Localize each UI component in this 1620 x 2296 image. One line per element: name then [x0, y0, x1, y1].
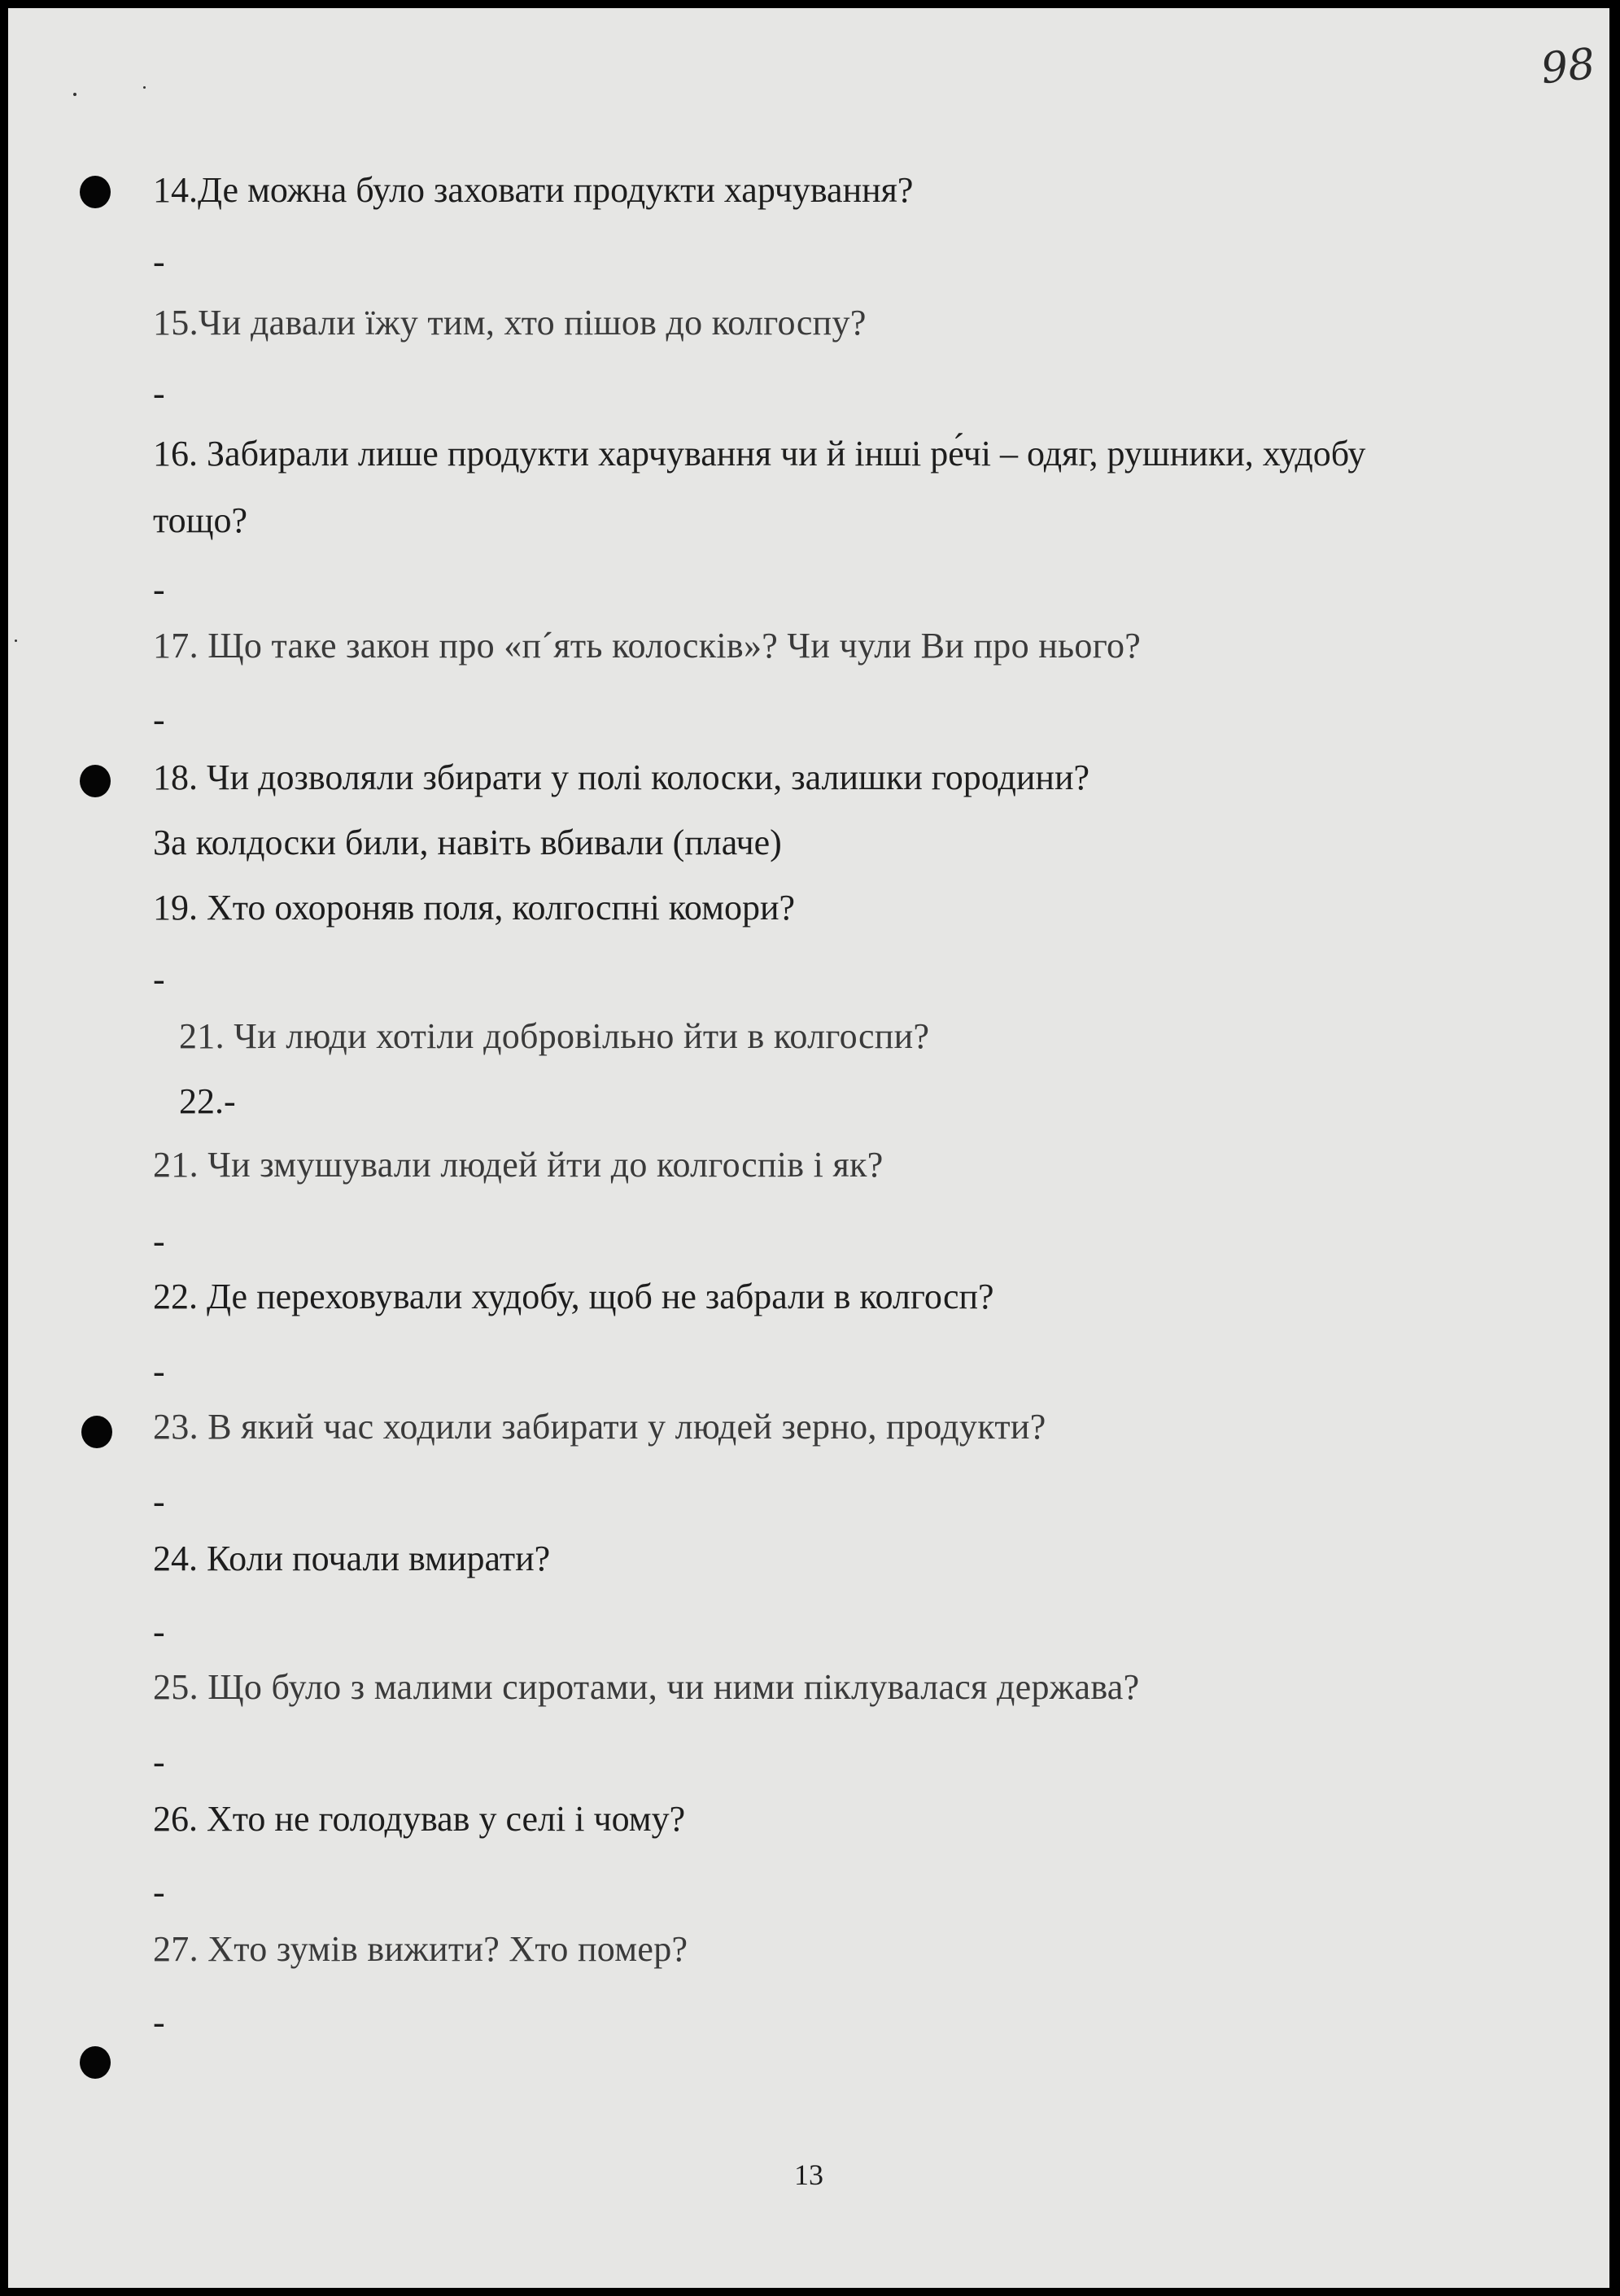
question-23: 23. В який час ходили забирати у людей зерно, продукти?	[153, 1407, 1046, 1447]
answer-27: -	[153, 2002, 165, 2042]
question-27: 27. Хто зумів вижити? Хто помер?	[153, 1929, 688, 1969]
archive-page-number: 98	[1539, 39, 1598, 94]
punch-hole	[81, 1416, 112, 1448]
answer-25: -	[153, 1742, 165, 1782]
answer-26: -	[153, 1872, 165, 1912]
punch-hole	[80, 176, 111, 208]
question-25: 25. Що було з малими сиротами, чи ними піклувалася держава?	[153, 1667, 1140, 1707]
answer-22-first: 22.-	[179, 1081, 236, 1121]
question-17: 17. Що таке закон про «п´ять колосків»? Чи чули Ви про нього?	[153, 626, 1142, 666]
answer-16: -	[153, 570, 165, 609]
punch-hole	[80, 2046, 111, 2079]
question-22: 22. Де переховували худобу, щоб не забрали в колгосп?	[153, 1277, 994, 1316]
paper-speck	[15, 639, 17, 642]
question-16: 16. Забирали лише продукти харчування чи й інші ре́чі – одяг, рушники, худобу	[153, 434, 1366, 474]
question-21: 21. Чи змушували людей йти до колгоспів і як?	[153, 1145, 884, 1185]
question-26: 26. Хто не голодував у селі і чому?	[153, 1799, 686, 1839]
paper-speck	[143, 86, 146, 89]
document-page	[8, 8, 1609, 2288]
question-15: 15.Чи давали їжу тим, хто пішов до колгоспу?	[153, 303, 867, 343]
question-14: 14.Де можна було заховати продукти харчування?	[153, 170, 914, 210]
answer-23: -	[153, 1482, 165, 1521]
answer-22: -	[153, 1351, 165, 1391]
punch-hole	[80, 765, 111, 797]
page-number: 13	[794, 2159, 823, 2191]
question-21-first: 21. Чи люди хотіли добровільно йти в колгоспи?	[179, 1016, 930, 1056]
answer-14: -	[153, 242, 165, 282]
answer-19: -	[153, 959, 165, 999]
paper-speck	[73, 93, 76, 96]
answer-15: -	[153, 373, 165, 413]
answer-21: -	[153, 1221, 165, 1261]
question-16-continued: тощо?	[153, 500, 248, 540]
answer-24: -	[153, 1612, 165, 1652]
question-19: 19. Хто охороняв поля, колгоспні комори?	[153, 888, 796, 928]
answer-18: За колдоски били, навіть вбивали (плаче)	[153, 823, 782, 862]
answer-17: -	[153, 700, 165, 740]
question-24: 24. Коли почали вмирати?	[153, 1539, 551, 1578]
question-18: 18. Чи дозволяли збирати у полі колоски, залишки городини?	[153, 757, 1090, 797]
